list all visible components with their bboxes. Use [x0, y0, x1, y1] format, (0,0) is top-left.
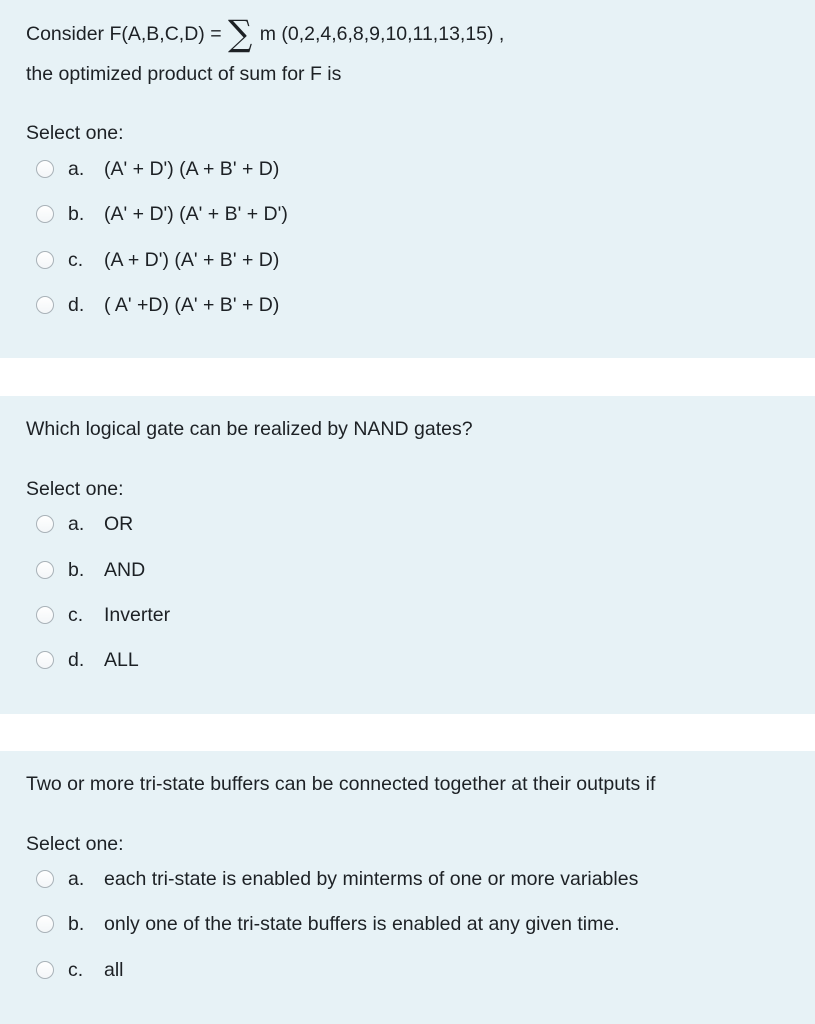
radio-button[interactable] — [36, 651, 54, 669]
option-text: AND — [104, 558, 146, 581]
radio-button[interactable] — [36, 205, 54, 223]
option-letter: d. — [68, 648, 85, 671]
select-one-label: Select one: — [26, 478, 124, 500]
radio-button[interactable] — [36, 515, 54, 533]
option-text: (A' + D') (A + B' + D) — [104, 157, 280, 180]
option-text: (A + D') (A' + B' + D) — [104, 248, 280, 271]
option-letter: c. — [68, 958, 84, 981]
question-1-text-line2: the optimized product of sum for F is — [26, 63, 342, 85]
option-text: only one of the tri-state buffers is enabled at any given time. — [104, 912, 620, 935]
q1-option-b[interactable] — [36, 201, 288, 227]
question-2-block — [0, 396, 815, 714]
radio-button[interactable] — [36, 561, 54, 579]
option-text: ( A' +D) (A' + B' + D) — [104, 293, 280, 316]
question-1-text-minterms: m (0,2,4,6,8,9,10,11,13,15) , — [259, 23, 505, 45]
option-letter: a. — [68, 867, 85, 890]
q1-option-c[interactable] — [36, 247, 279, 273]
q2-option-c[interactable] — [36, 602, 170, 628]
radio-button[interactable] — [36, 961, 54, 979]
option-text: Inverter — [104, 603, 171, 626]
option-text: OR — [104, 512, 134, 535]
q3-option-b[interactable] — [36, 911, 620, 937]
q1-option-d[interactable] — [36, 292, 279, 318]
select-one-label: Select one: — [26, 833, 124, 855]
option-letter: a. — [68, 512, 85, 535]
question-1-text — [26, 13, 505, 56]
radio-button[interactable] — [36, 870, 54, 888]
option-letter: b. — [68, 202, 85, 225]
question-1-text-prefix: Consider F(A,B,C,D) = — [26, 23, 222, 45]
q3-option-c[interactable] — [36, 957, 124, 983]
radio-button[interactable] — [36, 251, 54, 269]
option-letter: a. — [68, 157, 85, 180]
q2-option-a[interactable] — [36, 511, 133, 537]
radio-button[interactable] — [36, 915, 54, 933]
option-text: ALL — [104, 648, 139, 671]
option-text: all — [104, 958, 124, 981]
radio-button[interactable] — [36, 296, 54, 314]
select-one-label: Select one: — [26, 122, 124, 144]
q2-option-d[interactable] — [36, 647, 139, 673]
q2-option-b[interactable] — [36, 557, 145, 583]
option-text: each tri-state is enabled by minterms of one or more variables — [104, 867, 639, 890]
option-letter: c. — [68, 603, 84, 626]
radio-button[interactable] — [36, 606, 54, 624]
option-letter: b. — [68, 558, 85, 581]
option-letter: d. — [68, 293, 85, 316]
option-text: (A' + D') (A' + B' + D') — [104, 202, 288, 225]
option-letter: b. — [68, 912, 85, 935]
question-2-text: Which logical gate can be realized by NAND gates? — [26, 418, 473, 440]
q3-option-a[interactable] — [36, 866, 638, 892]
question-3-text: Two or more tri-state buffers can be connected together at their outputs if — [26, 773, 656, 795]
sigma-symbol: ∑ — [228, 13, 253, 56]
question-1-block — [0, 0, 815, 358]
q1-option-a[interactable] — [36, 156, 279, 182]
option-letter: c. — [68, 248, 84, 271]
radio-button[interactable] — [36, 160, 54, 178]
question-3-block — [0, 751, 815, 1024]
